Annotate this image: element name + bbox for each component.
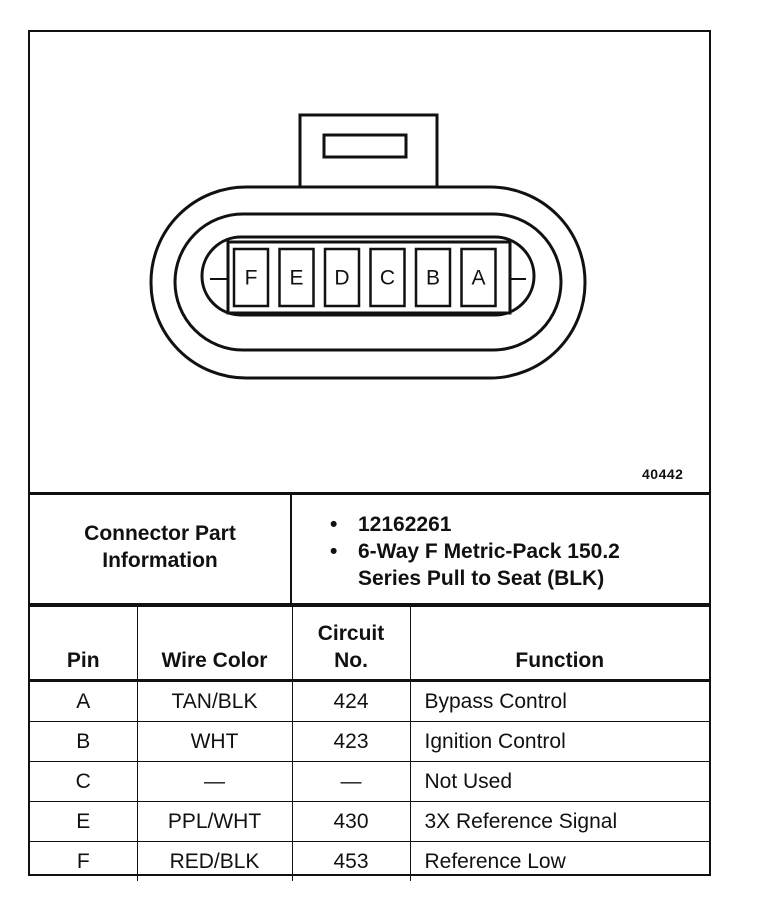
function-cell: 3X Reference Signal: [410, 802, 709, 842]
connector-info-label: [30, 495, 292, 603]
pin-cell: E: [30, 802, 137, 842]
pin-cell: C: [30, 762, 137, 802]
pin-label-a: A: [471, 266, 486, 290]
table-row: [30, 681, 709, 722]
connector-diagram-sheet: [28, 30, 711, 876]
pin-label-b: B: [425, 266, 441, 290]
wire-color-cell: WHT: [137, 722, 292, 762]
connector-drawing: [30, 32, 709, 492]
function-cell: Ignition Control: [410, 722, 709, 762]
header-pin: Pin: [30, 607, 137, 681]
circuit-cell: 453: [292, 842, 410, 882]
connector-info-label-line1: Connector Part: [84, 522, 236, 545]
function-cell: Not Used: [410, 762, 709, 802]
pinout-table: [30, 606, 709, 881]
circuit-cell: —: [292, 762, 410, 802]
circuit-cell: 424: [292, 681, 410, 722]
tab-slot: [324, 135, 406, 157]
part-number-item: [330, 511, 709, 538]
connector-face-figure: [30, 32, 709, 492]
bullet: •: [330, 513, 338, 536]
figure-number: 40442: [642, 466, 684, 482]
table-row: [30, 762, 709, 802]
header-function: Function: [410, 607, 709, 681]
table-row: [30, 842, 709, 882]
pin-label-f: F: [244, 266, 258, 290]
header-circuit-no: [292, 607, 410, 681]
function-cell: Bypass Control: [410, 681, 709, 722]
pin-label-e: E: [289, 266, 304, 290]
table-row: [30, 722, 709, 762]
wire-color-cell: TAN/BLK: [137, 681, 292, 722]
connector-description-item: [330, 538, 709, 592]
table-header-row: [30, 607, 709, 681]
connector-info-label-line2: Information: [102, 549, 218, 572]
pin-label-c: C: [379, 266, 396, 290]
wire-color-cell: RED/BLK: [137, 842, 292, 882]
circuit-cell: 430: [292, 802, 410, 842]
header-circuit-line1: Circuit: [317, 622, 385, 645]
function-cell: Reference Low: [410, 842, 709, 882]
bullet: •: [330, 540, 338, 563]
pin-label-d: D: [334, 266, 350, 290]
part-number-text: 12162261: [358, 513, 452, 536]
pin-cell: B: [30, 722, 137, 762]
wire-color-cell: —: [137, 762, 292, 802]
wire-color-cell: PPL/WHT: [137, 802, 292, 842]
connector-info-list: [292, 495, 709, 603]
connector-part-information: [30, 492, 709, 606]
header-circuit-line2: No.: [334, 649, 368, 672]
pin-cell: F: [30, 842, 137, 882]
connector-description-line2: Series Pull to Seat (BLK): [358, 567, 605, 590]
table-row: [30, 802, 709, 842]
connector-description-line1: 6-Way F Metric-Pack 150.2: [358, 540, 620, 563]
pin-cell: A: [30, 681, 137, 722]
header-wire-color: Wire Color: [137, 607, 292, 681]
circuit-cell: 423: [292, 722, 410, 762]
